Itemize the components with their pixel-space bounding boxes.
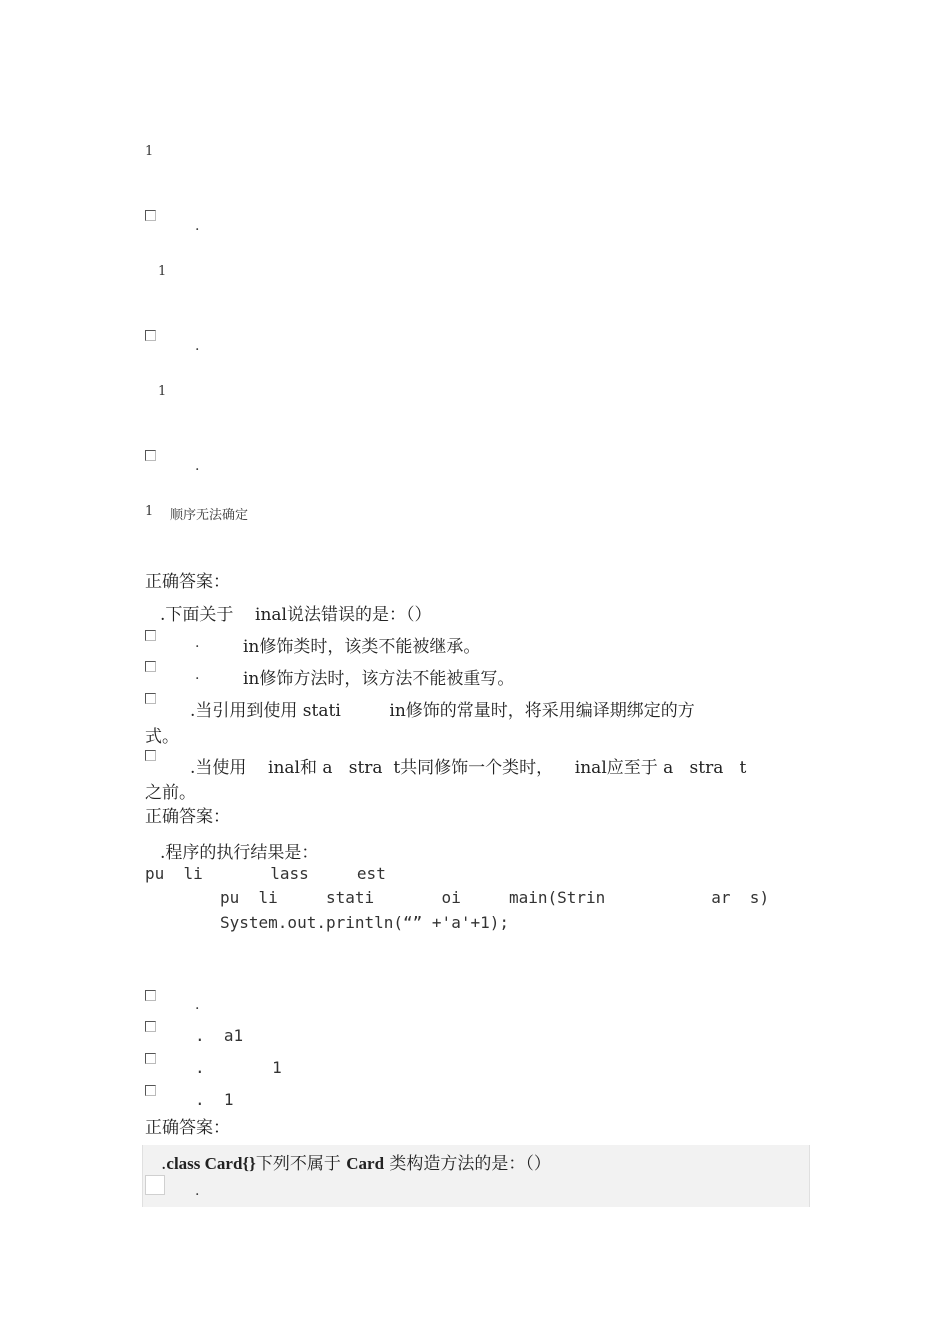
option-b-dot: .: [195, 667, 200, 683]
stem-mid: 下列不属于: [255, 1154, 347, 1174]
stem-code: class Card{}: [166, 1154, 256, 1173]
checkbox-option-c[interactable]: [145, 330, 156, 341]
code-line: pu li lass est: [145, 864, 386, 883]
option-b-text: in修饰方法时，该方法不能被重写。: [243, 669, 515, 689]
code-line: pu li stati oi main(Strin ar s): [220, 888, 770, 907]
checkbox-option-d[interactable]: [145, 1085, 156, 1096]
checkbox-option-d[interactable]: [145, 750, 156, 761]
stem-prefix: .: [161, 1154, 167, 1174]
option-a-text: in修饰类时，该类不能被继承。: [243, 637, 481, 657]
correct-answer-label: 正确答案：: [145, 572, 230, 592]
checkbox-option-c[interactable]: [145, 693, 156, 704]
option-b-text: 1: [158, 264, 167, 279]
question-stem: .程序的执行结果是：: [160, 843, 319, 863]
option-c-text: . 1: [195, 1058, 282, 1077]
option-a-dot: .: [195, 635, 200, 651]
option-d-number: 1: [145, 504, 154, 519]
checkbox-option-a[interactable]: [145, 630, 156, 641]
option-a-dot: .: [195, 997, 200, 1013]
question-stem: .下面关于 inal说法错误的是：（）: [160, 605, 432, 625]
correct-answer-label: 正确答案：: [145, 807, 230, 827]
checkbox-option-b[interactable]: [145, 1021, 156, 1032]
stem-class-name: Card: [346, 1154, 385, 1173]
option-d-text: . 1: [195, 1090, 234, 1109]
checkbox-option-a[interactable]: [145, 990, 156, 1001]
code-line: System.out.println(“” +'a'+1);: [220, 913, 509, 932]
option-a-dot: .: [195, 1183, 200, 1199]
option-c-dot: .: [195, 338, 200, 354]
option-c-wrap: 式。: [145, 727, 179, 747]
option-d-text: 顺序无法确定: [170, 508, 249, 523]
option-c-text: .当引用到使用 stati in修饰的常量时，将采用编译期绑定的方: [190, 701, 695, 721]
option-d-wrap: 之前。: [145, 783, 196, 803]
question-stem: [161, 1149, 551, 1174]
checkbox-option-a[interactable]: [145, 1175, 165, 1195]
correct-answer-label: 正确答案：: [145, 1118, 230, 1138]
option-c-text: 1: [158, 384, 167, 399]
option-marker: 1: [145, 144, 154, 159]
option-b-text: . a1: [195, 1026, 244, 1045]
question-panel: [142, 1145, 810, 1207]
checkbox-option-d[interactable]: [145, 450, 156, 461]
option-d-text: .当使用 inal和 a stra t共同修饰一个类时， inal应至于 a stra t: [190, 758, 747, 778]
option-d-dot: .: [195, 458, 200, 474]
checkbox-option-c[interactable]: [145, 1053, 156, 1064]
stem-suffix: 类构造方法的是：（）: [384, 1154, 551, 1174]
option-b-dot: .: [195, 218, 200, 234]
checkbox-option-b[interactable]: [145, 661, 156, 672]
checkbox-option-b[interactable]: [145, 210, 156, 221]
